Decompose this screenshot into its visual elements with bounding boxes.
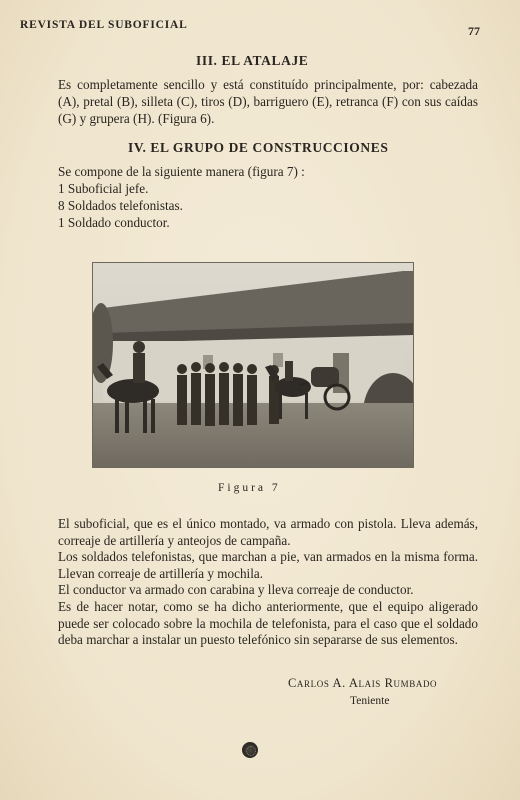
body-paragraph: Los soldados telefonistas, que marchan a pie, van armados en la misma forma. Llevan correaje de artillería y mochila.: [58, 549, 478, 581]
author-signature: Carlos A. Alais Rumbado: [288, 676, 438, 690]
page-ornament: [242, 742, 258, 758]
author-rank: Teniente: [350, 695, 390, 707]
list-item: 8 Soldados telefonistas.: [58, 198, 183, 213]
body-paragraph: Es de hacer notar, como se ha dicho anteriormente, que el equipo aligerado puede ser colocado sobre la mochila de telefonista, para el caso que el soldado deba marchar a instalar un puesto telefónico sin separarse de sus elementos.: [58, 599, 478, 648]
page-number: 77: [468, 24, 480, 38]
atalaje-paragraph: Es completamente sencillo y está constituído principalmente, por: cabezada (A), pretal (B), silleta (C), tiros (D), barriguero (E), retranca (F) con sus caídas (G) y grupera (H). (Figura 6).: [58, 77, 478, 126]
grupo-intro: Se compone de la siguiente manera (figura 7) :: [58, 164, 305, 179]
body-paragraph: El suboficial, que es el único montado, va armado con pistola. Lleva además, correaje de artillería y anteojos de campaña.: [58, 516, 478, 548]
figure-7-photo: [92, 262, 414, 468]
figure-caption: Figura 7: [218, 482, 281, 494]
section-title-grupo: IV. EL GRUPO DE CONSTRUCCIONES: [128, 140, 389, 155]
running-head: REVISTA DEL SUBOFICIAL: [20, 19, 188, 31]
list-item: 1 Suboficial jefe.: [58, 181, 149, 196]
body-paragraph: El conductor va armado con carabina y lleva correaje de conductor.: [58, 582, 414, 597]
section-title-atalaje: III. EL ATALAJE: [196, 53, 309, 68]
list-item: 1 Soldado conductor.: [58, 215, 170, 230]
